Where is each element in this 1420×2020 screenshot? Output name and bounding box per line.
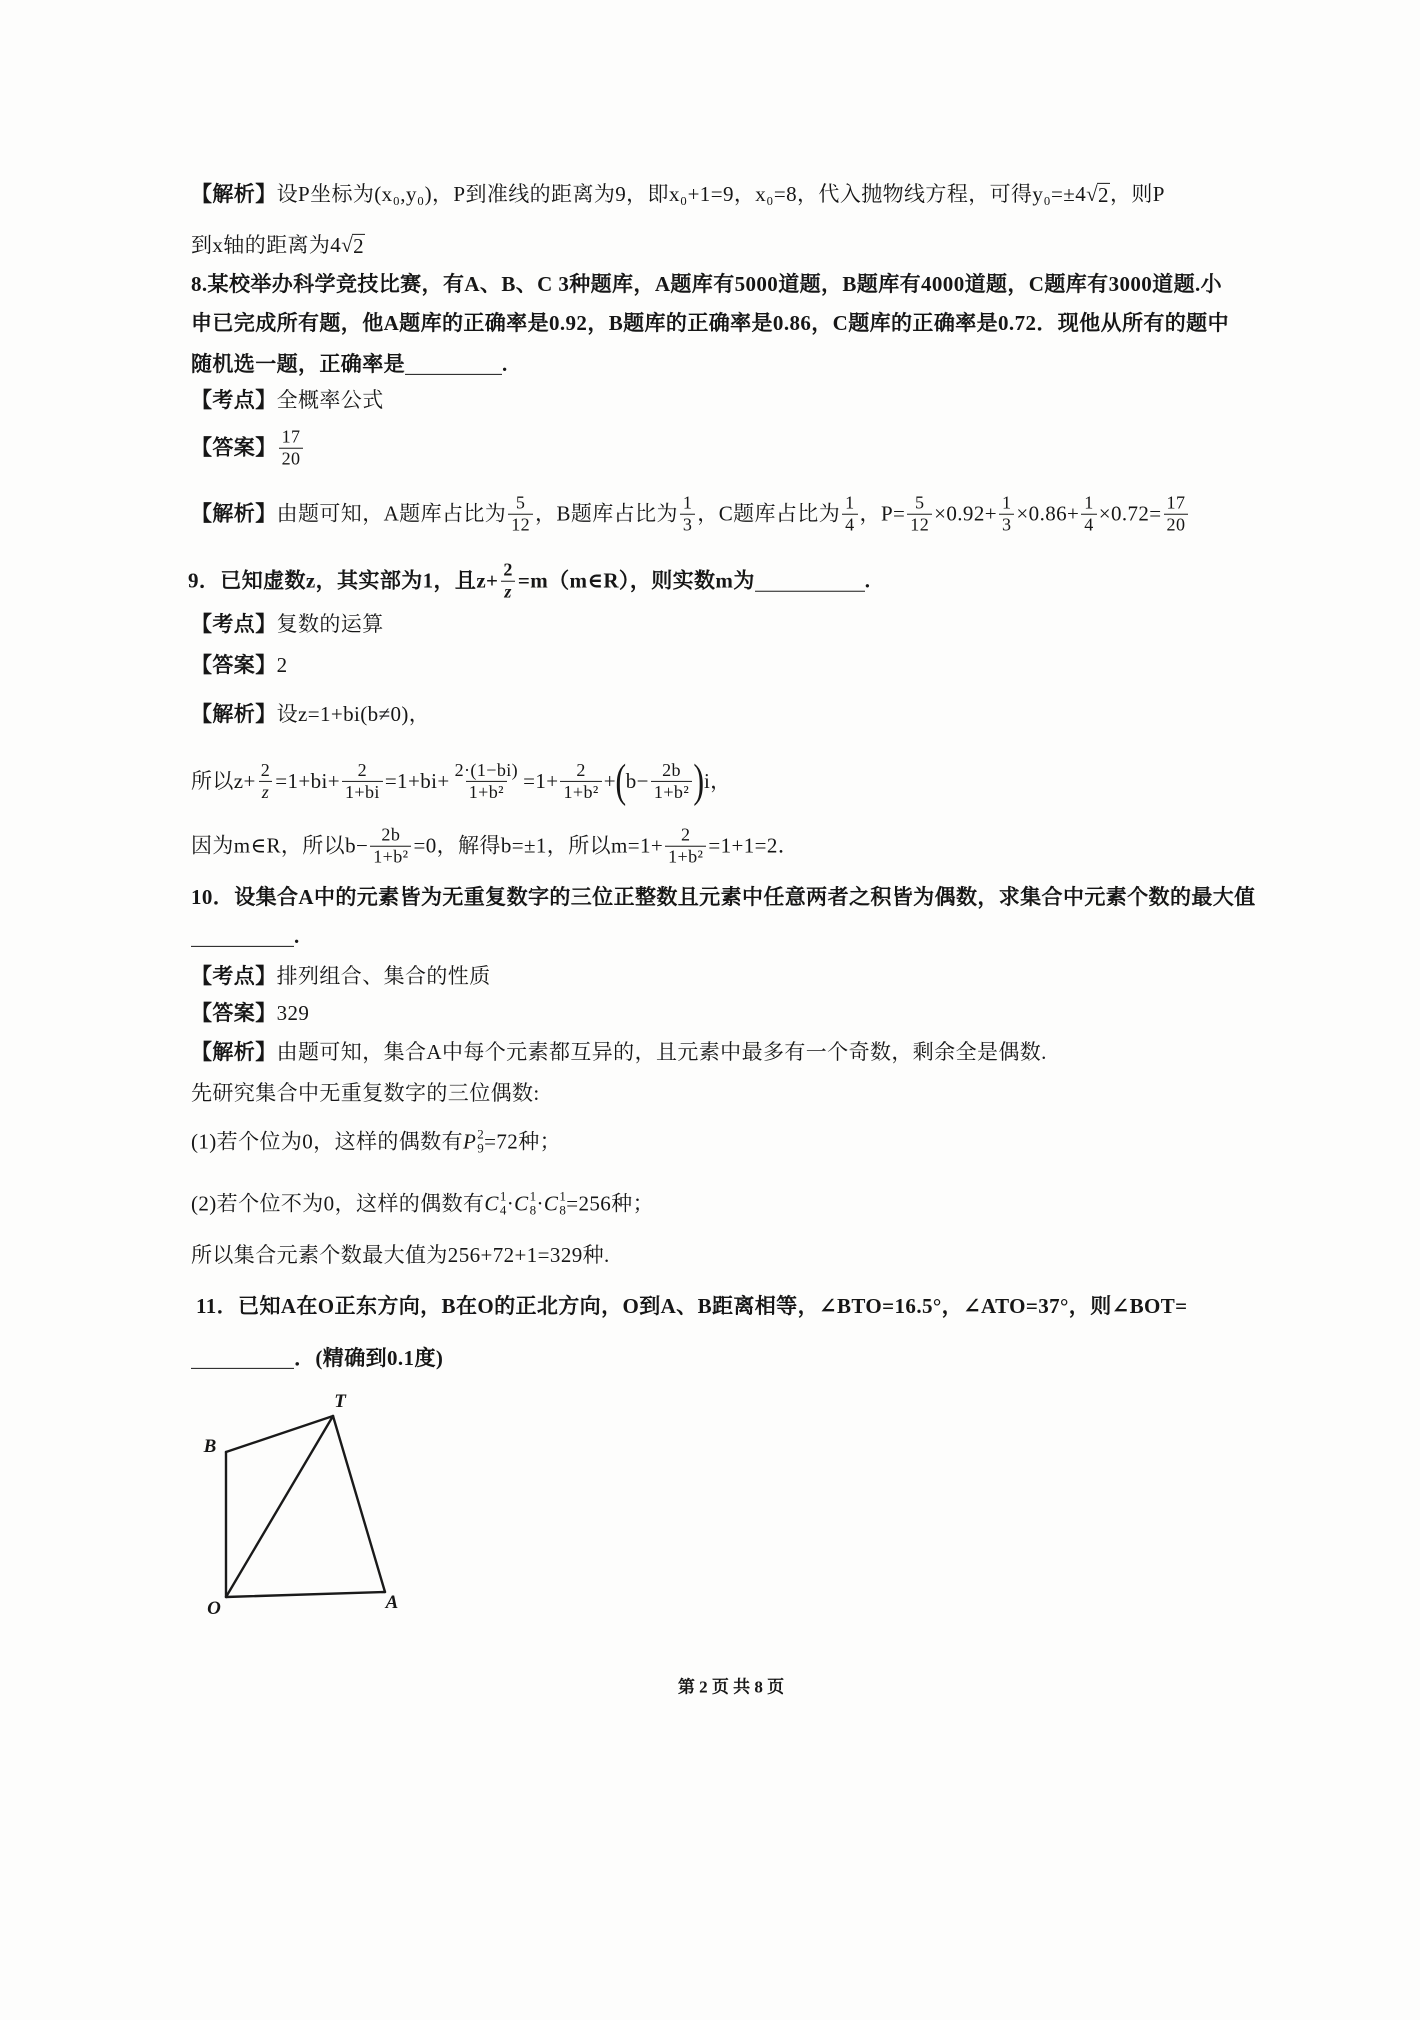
analysis-text: (2)若个位不为0，这样的偶数有 [191, 1190, 485, 1215]
combination-sup: 1 [529, 1188, 537, 1204]
q7-analysis-line-2 [191, 232, 365, 258]
fraction-denominator: 1+b² [651, 780, 692, 802]
topic-text: 全概率公式 [276, 387, 384, 412]
answer-tag: 【答案】 [191, 1000, 277, 1025]
q9-analysis-line-1 [191, 701, 430, 727]
fraction-numerator: 2·(1−bi) [454, 759, 519, 780]
analysis-text: 先研究集合中无重复数字的三位偶数: [191, 1080, 540, 1105]
answer-text: 2 [276, 652, 288, 677]
q10-topic [191, 963, 491, 989]
segment-BT [226, 1416, 333, 1452]
combination-base: C [514, 1190, 529, 1215]
fraction-denominator: z [501, 581, 514, 603]
fraction [500, 560, 515, 603]
fraction [907, 493, 932, 536]
analysis-text: 由题可知，A题库占比为 [276, 501, 507, 526]
question-text: 9．已知虚数z，其实部为1，且z+ [188, 568, 499, 593]
q10-stem-line-1 [191, 884, 1256, 910]
fraction [508, 493, 533, 536]
fraction-denominator: 1+b² [560, 780, 601, 802]
fraction-numerator: 1 [1084, 492, 1094, 513]
analysis-tag: 【解析】 [191, 1039, 277, 1064]
question-text: 8.某校举办科学竞技比赛，有A、B、C 3种题库，A题库有5000道题，B题库有4000道题，C题库有3000道题.小 [191, 271, 1223, 296]
q8-topic [191, 387, 384, 413]
label-T: T [334, 1391, 346, 1412]
combination-indices [559, 1189, 566, 1216]
analysis-tag: 【解析】 [191, 701, 277, 726]
q9-analysis-line-3 [191, 825, 799, 868]
q8-stem-line-1 [191, 271, 1222, 297]
analysis-text: 到x轴的距离为4√ [191, 232, 354, 257]
q8-stem-line-2 [191, 310, 1229, 336]
fraction-numerator: 5 [914, 492, 925, 513]
fraction [665, 825, 706, 868]
analysis-text: 所以集合元素个数最大值为256+72+1=329种. [191, 1242, 610, 1267]
q8-stem-line-3 [191, 351, 508, 377]
fraction [680, 493, 695, 536]
segment-OT [226, 1416, 333, 1597]
combination-symbol [544, 1189, 566, 1216]
fraction [842, 493, 857, 536]
fraction-denominator: 1+bi [342, 780, 383, 802]
fraction [258, 760, 273, 803]
q10-analysis-case-2 [191, 1189, 654, 1216]
label-A: A [385, 1592, 399, 1613]
fraction-numerator: 2b [381, 824, 401, 845]
analysis-text: b− [625, 768, 649, 793]
geometry-figure [185, 1388, 415, 1623]
fraction [560, 760, 601, 803]
analysis-text: =1+1=2． [708, 833, 800, 858]
question-end: ．(精确到0.1度) [294, 1345, 444, 1370]
analysis-text: 所以z+ [191, 768, 256, 793]
question-end: . [294, 923, 300, 948]
combination-sub: 8 [559, 1202, 567, 1217]
analysis-text: (1)若个位为0，这样的偶数有 [191, 1128, 463, 1153]
answer-blank [191, 1348, 294, 1369]
combination-sup: 1 [559, 1188, 567, 1204]
question-text: 10．设集合A中的元素皆为无重复数字的三位正整数且元素中任意两者之积皆为偶数，求集合中元素个数的最大值 [191, 884, 1256, 909]
analysis-text: =1+bi+ [275, 768, 340, 793]
combination-symbol [514, 1189, 536, 1216]
q10-analysis-line-2 [191, 1080, 540, 1106]
multiply-dot: · [506, 1190, 515, 1215]
q7-analysis-line-1 [191, 181, 1165, 207]
fraction-denominator: z [259, 780, 272, 802]
q10-analysis-line-1 [191, 1039, 1047, 1065]
topic-text: 排列组合、集合的性质 [276, 963, 491, 988]
fraction-numerator: 1 [1001, 492, 1012, 513]
combination-indices [530, 1189, 537, 1216]
answer-blank [405, 354, 502, 375]
fraction [1164, 493, 1189, 536]
fraction-numerator: 2 [681, 824, 691, 845]
sqrt-radicand: 2 [1098, 182, 1109, 207]
q9-stem [188, 560, 870, 603]
fraction-numerator: 2 [357, 759, 368, 780]
q8-analysis [191, 493, 1190, 536]
analysis-tag: 【解析】 [191, 181, 277, 206]
segment-TA [333, 1416, 385, 1592]
combination-indices [500, 1189, 507, 1216]
fraction [651, 760, 692, 803]
q9-analysis-line-2 [191, 754, 732, 806]
permutation-sup: 2 [477, 1126, 485, 1142]
q10-analysis-conclusion [191, 1242, 610, 1268]
analysis-text: 设z=1+bi(b≠0)， [276, 701, 431, 726]
label-O: O [207, 1598, 221, 1619]
question-end: . [502, 351, 508, 376]
fraction-numerator: 2b [662, 759, 681, 780]
analysis-text: ，C题库占比为 [697, 501, 841, 526]
combination-base: C [543, 1190, 559, 1215]
analysis-text: =1+ [523, 768, 559, 793]
analysis-text: ×0.92+ [934, 501, 997, 526]
answer-text: 329 [276, 1000, 310, 1025]
fraction-denominator: 12 [508, 514, 533, 536]
fraction-denominator: 1+b² [370, 846, 411, 868]
multiply-dot: · [536, 1190, 544, 1215]
permutation-symbol [463, 1127, 484, 1154]
analysis-text: + [603, 768, 616, 793]
question-text: =m（m∈R），则实数m为 [517, 568, 755, 593]
analysis-text: 设P坐标为(x₀,y₀)，P到准线的距离为9，即x₀+1=9，x₀=8，代入抛物线方程，可得y₀=±4√ [276, 181, 1099, 206]
answer-fraction [279, 427, 304, 470]
analysis-tag: 【解析】 [191, 501, 277, 526]
fraction-denominator: 3 [680, 514, 695, 536]
fraction-denominator: 20 [1164, 514, 1189, 536]
fraction-numerator: 2 [260, 759, 271, 780]
analysis-text: =1+bi+ [384, 768, 450, 793]
big-right-paren: ) [693, 754, 705, 806]
fraction [999, 493, 1014, 536]
permutation-indices [477, 1127, 484, 1154]
fraction-denominator: 12 [907, 514, 932, 536]
answer-blank [755, 571, 865, 592]
q11-stem-line-1 [196, 1293, 1188, 1319]
sqrt-radicand: 2 [353, 233, 365, 258]
topic-text: 复数的运算 [276, 611, 384, 636]
fraction-numerator: 17 [281, 426, 301, 447]
analysis-text: ×0.86+ [1016, 501, 1080, 526]
analysis-text: 因为m∈R，所以b− [191, 833, 369, 858]
analysis-text: ，P= [859, 501, 906, 526]
fraction-denominator: 1+b² [665, 846, 706, 868]
permutation-sub: 9 [477, 1140, 485, 1155]
combination-base: C [484, 1190, 499, 1215]
analysis-text: =256种； [566, 1190, 654, 1215]
fraction-denominator: 4 [842, 514, 857, 536]
q8-answer [191, 427, 305, 470]
label-B: B [203, 1436, 217, 1457]
analysis-text: 由题可知，集合A中每个元素都互异的，且元素中最多有一个奇数，剩余全是偶数. [276, 1039, 1047, 1064]
q10-analysis-case-1 [191, 1127, 561, 1154]
question-text: 11．已知A在O正东方向，B在O的正北方向，O到A、B距离相等，∠BTO=16.5°，∠ATO=37°，则∠BOT= [196, 1293, 1188, 1318]
fraction-numerator: 1 [682, 492, 693, 513]
q10-stem-line-2 [191, 923, 300, 949]
topic-tag: 【考点】 [191, 963, 277, 988]
answer-tag: 【答案】 [191, 652, 277, 677]
combination-sub: 4 [499, 1202, 507, 1217]
fraction-numerator: 2 [576, 759, 586, 780]
fraction-numerator: 17 [1166, 492, 1186, 513]
combination-sup: 1 [499, 1188, 507, 1204]
combination-sub: 8 [529, 1202, 537, 1217]
analysis-text: =72种； [484, 1128, 561, 1153]
combination-symbol [484, 1189, 506, 1216]
topic-tag: 【考点】 [191, 387, 277, 412]
question-text: 申已完成所有题，他A题库的正确率是0.92，B题库的正确率是0.86，C题库的正确率是0.72．现他从所有的题中 [191, 310, 1229, 335]
fraction [1081, 493, 1096, 536]
fraction-denominator: 4 [1081, 514, 1096, 536]
fraction [370, 825, 411, 868]
fraction [342, 760, 383, 803]
analysis-text: ×0.72= [1098, 501, 1162, 526]
analysis-text: i， [703, 768, 732, 793]
answer-tag: 【答案】 [191, 435, 277, 460]
question-text: 随机选一题，正确率是 [191, 351, 405, 376]
fraction-numerator: 5 [515, 492, 526, 513]
fraction-denominator: 3 [999, 514, 1014, 536]
q9-answer [191, 652, 288, 678]
segment-AO [226, 1592, 385, 1597]
fraction-numerator: 2 [503, 559, 513, 580]
big-left-paren: ( [615, 754, 627, 806]
fraction-denominator: 1+b² [466, 780, 507, 802]
q10-answer [191, 1000, 309, 1026]
analysis-text: =0，解得b=±1，所以m=1+ [413, 833, 664, 858]
fraction [452, 760, 522, 803]
page-footer: 第 2 页 共 8 页 [677, 1677, 785, 1697]
fraction-denominator: 20 [279, 448, 304, 470]
answer-blank [191, 926, 294, 947]
analysis-text: ，B题库占比为 [535, 501, 678, 526]
question-end: . [864, 568, 871, 593]
q11-stem-line-2 [191, 1345, 443, 1371]
analysis-text-tail: ，则P [1109, 181, 1165, 206]
permutation-base: P [463, 1128, 477, 1153]
topic-tag: 【考点】 [191, 611, 277, 636]
q9-topic [191, 611, 384, 637]
fraction-numerator: 1 [845, 492, 855, 513]
